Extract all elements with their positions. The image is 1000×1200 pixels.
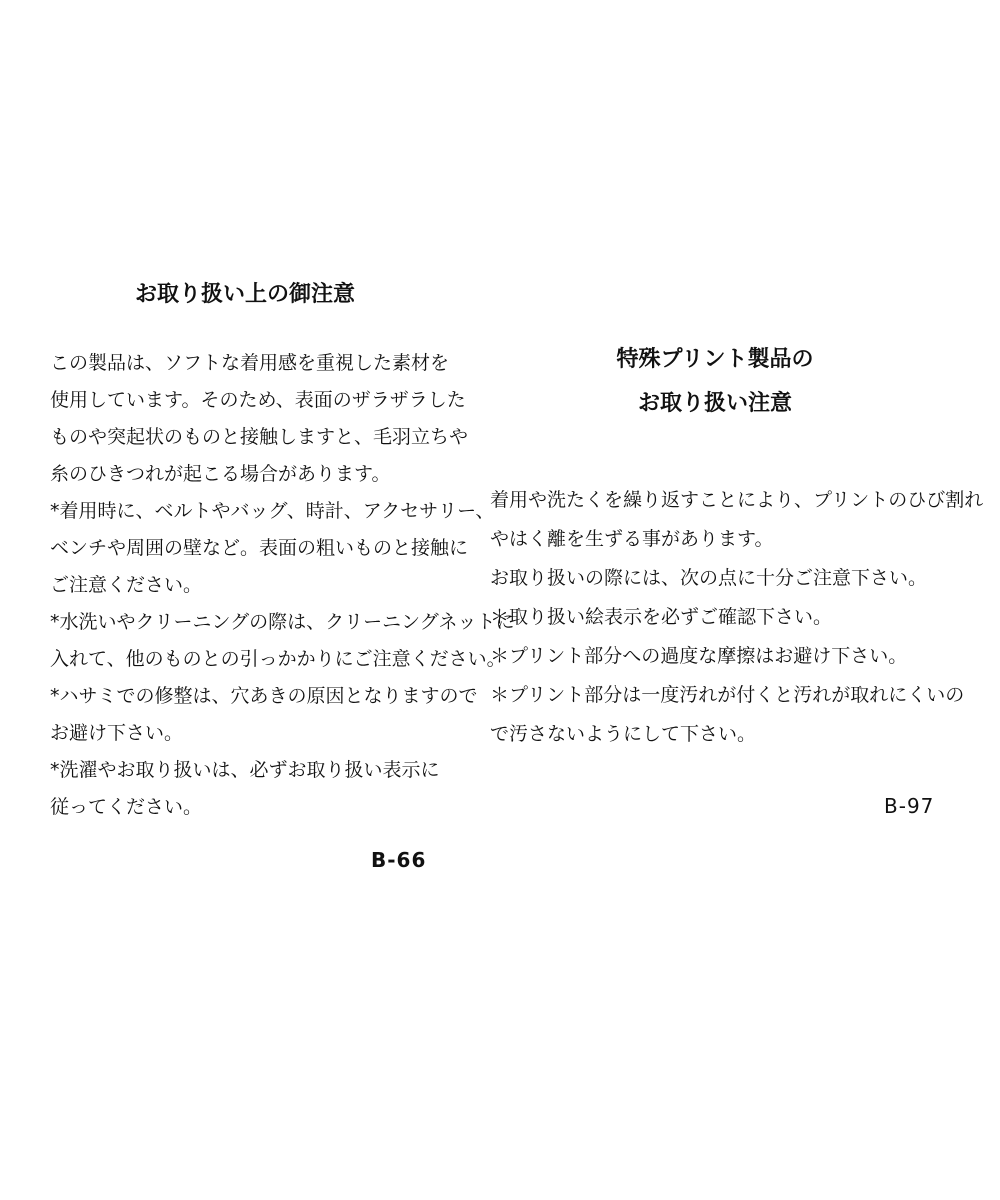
left-notice-line: お避け下さい。 [50,722,184,744]
left-product-code: B-66 [371,848,427,872]
right-product-code: B-97 [884,794,935,818]
right-notice-title-line: 特殊プリント製品の [616,347,814,372]
left-notice-title: お取り扱い上の御注意 [134,282,355,307]
left-notice-line: *着用時に、ベルトやバッグ、時計、アクセサリー、 [50,500,495,522]
right-notice-line: で汚さないようにして下さい。 [490,723,757,745]
right-notice-title [490,338,940,426]
left-notice-line: ものや突起状のものと接触しますと、毛羽立ちや [50,426,469,448]
left-notice-line: この製品は、ソフトな着用感を重視した素材を [50,352,450,374]
right-notice-line: お取り扱いの際には、次の点に十分ご注意下さい。 [490,567,928,589]
right-notice-line: ＊プリント部分への過度な摩擦はお避け下さい。 [490,645,908,667]
left-notice-line: *水洗いやクリーニングの際は、クリーニングネットに [50,611,515,633]
left-notice-line: 使用しています。そのため、表面のザラザラした [50,389,466,411]
right-notice-line: 着用や洗たくを繰り返すことにより、プリントのひび割れ [490,489,984,511]
left-notice-line: 入れて、他のものとの引っかかりにご注意ください。 [50,648,506,670]
right-notice-body [490,481,983,754]
right-notice-line: やはく離を生ずる事があります。 [490,528,774,550]
left-notice-line: 従ってください。 [50,796,203,818]
left-notice-line: 糸のひきつれが起こる場合があります。 [50,463,391,485]
right-notice-line: ＊取り扱い絵表示を必ずご確認下さい。 [490,606,833,628]
right-notice-title-line: お取り扱い注意 [637,391,792,416]
left-notice-body [50,345,515,826]
right-notice-line: ＊プリント部分は一度汚れが付くと汚れが取れにくいの [490,684,965,706]
left-notice-line: ベンチや周囲の壁など。表面の粗いものと接触に [50,537,469,559]
left-notice-line: ご注意ください。 [50,574,203,596]
left-notice-line: *ハサミでの修整は、穴あきの原因となりますので [50,685,478,707]
left-notice-line: *洗濯やお取り扱いは、必ずお取り扱い表示に [50,759,440,781]
